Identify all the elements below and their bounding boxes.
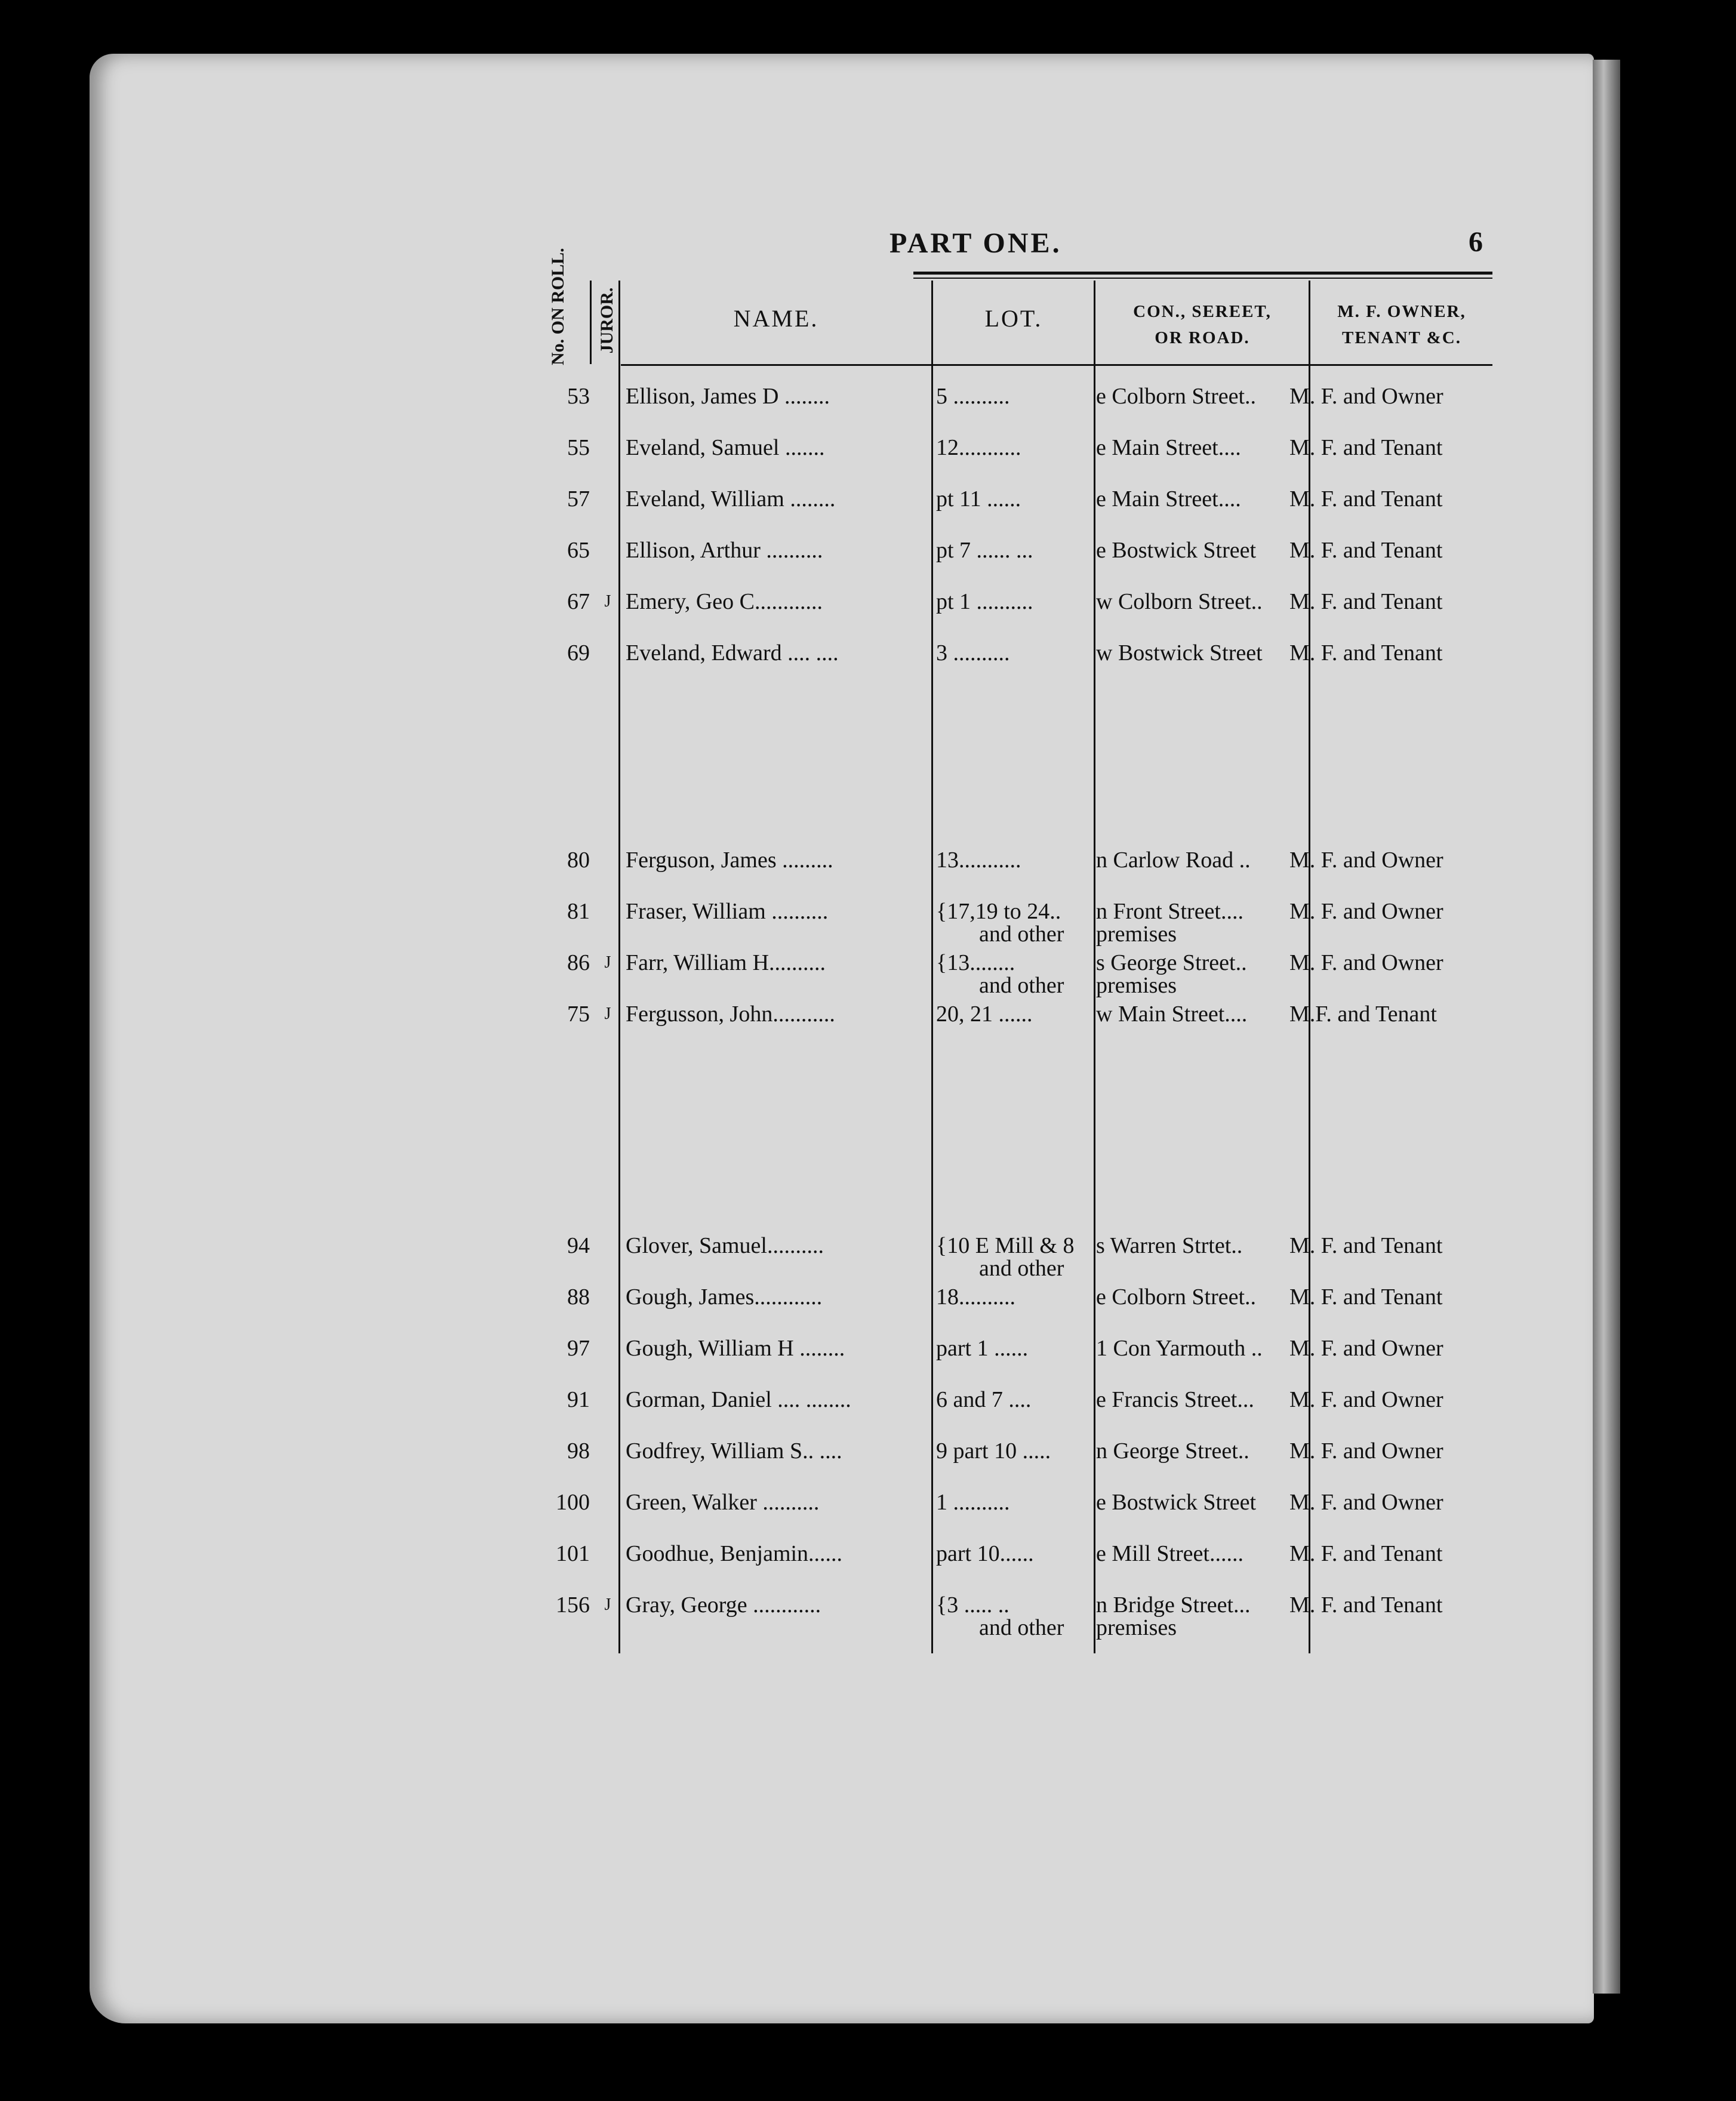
mf-owner-cell: M. F. and Owner xyxy=(1289,1438,1443,1464)
roll-number: 81 xyxy=(567,899,590,924)
con-street-cell: e Bostwick Street xyxy=(1096,538,1257,563)
name-cell: Eveland, Samuel ....... xyxy=(626,435,825,460)
name-cell: Gorman, Daniel .... ........ xyxy=(626,1387,851,1412)
con-street-cell: e Bostwick Street xyxy=(1096,1490,1257,1515)
roll-number: 86 xyxy=(567,950,590,975)
mf-owner-cell: M.F. and Tenant xyxy=(1289,1002,1437,1027)
con-street-cell: e Colborn Street.. xyxy=(1096,1284,1257,1310)
juror-mark: J xyxy=(604,592,611,611)
roll-number: 67 xyxy=(567,589,590,614)
roll-number: 88 xyxy=(567,1284,590,1310)
mf-owner-cell: M. F. and Tenant xyxy=(1289,589,1443,614)
con-street-cell: w Main Street.... xyxy=(1096,1002,1248,1027)
lot-cell: 18.......... xyxy=(936,1284,1015,1310)
lot-cell: {13........ xyxy=(936,950,1015,975)
con-street-cell: n George Street.. xyxy=(1096,1438,1249,1464)
table-row xyxy=(525,846,1492,894)
header-rule-thin xyxy=(913,278,1492,279)
roll-number: 65 xyxy=(567,538,590,563)
table-row xyxy=(525,897,1492,945)
mf-owner-cell: M. F. and Owner xyxy=(1289,950,1443,975)
table-row xyxy=(525,1539,1492,1587)
mf-owner-cell: M. F. and Owner xyxy=(1289,848,1443,873)
page-number: 6 xyxy=(1469,226,1483,258)
header-con: CON., SEREET, OR ROAD. xyxy=(1133,302,1272,347)
con-continuation: premises xyxy=(1096,922,1177,947)
con-continuation: premises xyxy=(1096,973,1177,998)
mf-owner-cell: M. F. and Tenant xyxy=(1289,1541,1443,1566)
roll-number: 94 xyxy=(567,1233,590,1258)
mf-owner-cell: M. F. and Tenant xyxy=(1289,486,1443,512)
name-cell: Gough, William H ........ xyxy=(626,1336,845,1361)
con-street-cell: e Mill Street...... xyxy=(1096,1541,1243,1566)
con-street-cell: w Colborn Street.. xyxy=(1096,589,1263,614)
header-name: NAME. xyxy=(733,305,819,332)
lot-continuation: and other xyxy=(979,973,1064,998)
mf-owner-cell: M. F. and Owner xyxy=(1289,899,1443,924)
mf-owner-cell: M. F. and Tenant xyxy=(1289,1284,1443,1310)
table-row xyxy=(525,639,1492,686)
column-divider xyxy=(590,281,592,364)
name-cell: Emery, Geo C............ xyxy=(626,589,823,614)
lot-continuation: and other xyxy=(979,1256,1064,1281)
roll-number: 55 xyxy=(567,435,590,460)
table-row xyxy=(525,1437,1492,1484)
header-no-on-roll: No. ON ROLL. xyxy=(548,248,568,365)
roll-number: 101 xyxy=(556,1541,590,1566)
table-row xyxy=(525,587,1492,635)
lot-continuation: and other xyxy=(979,1615,1064,1640)
header-mf: M. F. OWNER, TENANT &C. xyxy=(1337,302,1466,347)
lot-cell: 9 part 10 ..... xyxy=(936,1438,1051,1464)
con-street-cell: e Francis Street... xyxy=(1096,1387,1254,1412)
name-cell: Goodhue, Benjamin...... xyxy=(626,1541,843,1566)
con-street-cell: s George Street.. xyxy=(1096,950,1247,975)
mf-owner-cell: M. F. and Owner xyxy=(1289,1336,1443,1361)
roll-number: 156 xyxy=(556,1592,590,1618)
lot-cell: 12........... xyxy=(936,435,1021,460)
table-row xyxy=(525,485,1492,532)
page-edge xyxy=(1593,60,1620,1994)
table-row xyxy=(525,1000,1492,1048)
mf-owner-cell: M. F. and Owner xyxy=(1289,1490,1443,1515)
mf-owner-cell: M. F. and Owner xyxy=(1289,1387,1443,1412)
con-street-cell: e Main Street.... xyxy=(1096,486,1241,512)
mf-owner-cell: M. F. and Tenant xyxy=(1289,435,1443,460)
mf-owner-cell: M. F. and Tenant xyxy=(1289,538,1443,563)
running-head: PART ONE. xyxy=(889,227,1062,259)
roll-number: 97 xyxy=(567,1336,590,1361)
table-row xyxy=(525,1283,1492,1330)
lot-cell: 5 .......... xyxy=(936,384,1010,409)
name-cell: Green, Walker .......... xyxy=(626,1490,820,1515)
table-row xyxy=(525,1591,1492,1638)
name-cell: Godfrey, William S.. .... xyxy=(626,1438,842,1464)
con-street-cell: 1 Con Yarmouth .. xyxy=(1096,1336,1263,1361)
name-cell: Ellison, Arthur .......... xyxy=(626,538,823,563)
header-bottom-rule xyxy=(621,364,1492,366)
roll-number: 69 xyxy=(567,640,590,666)
table-row xyxy=(525,1231,1492,1279)
header-lot: LOT. xyxy=(984,305,1043,332)
header-juror: JUROR. xyxy=(597,287,617,354)
table-row xyxy=(525,536,1492,584)
roll-number: 91 xyxy=(567,1387,590,1412)
name-cell: Fraser, William .......... xyxy=(626,899,829,924)
roll-number: 75 xyxy=(567,1002,590,1027)
lot-cell: pt 7 ...... ... xyxy=(936,538,1033,563)
roll-number: 98 xyxy=(567,1438,590,1464)
table-row xyxy=(525,1488,1492,1536)
table-row xyxy=(525,382,1492,430)
lot-cell: {17,19 to 24.. xyxy=(936,899,1061,924)
roll-table xyxy=(525,248,1492,1653)
roll-number: 100 xyxy=(556,1490,590,1515)
table-row xyxy=(525,1385,1492,1433)
lot-cell: 3 .......... xyxy=(936,640,1010,666)
con-continuation: premises xyxy=(1096,1615,1177,1640)
con-street-cell: e Main Street.... xyxy=(1096,435,1241,460)
name-cell: Fergusson, John........... xyxy=(626,1002,835,1027)
con-street-cell: n Front Street.... xyxy=(1096,899,1243,924)
lot-cell: part 1 ...... xyxy=(936,1336,1029,1361)
name-cell: Eveland, William ........ xyxy=(626,486,836,512)
lot-continuation: and other xyxy=(979,922,1064,947)
table-row xyxy=(525,433,1492,481)
lot-cell: {10 E Mill & 8 xyxy=(936,1233,1075,1258)
lot-cell: pt 11 ...... xyxy=(936,486,1021,512)
con-street-cell: s Warren Strtet.. xyxy=(1096,1233,1243,1258)
lot-cell: pt 1 .......... xyxy=(936,589,1033,614)
lot-cell: 6 and 7 .... xyxy=(936,1387,1032,1412)
table-row xyxy=(525,948,1492,996)
lot-cell: 1 .......... xyxy=(936,1490,1010,1515)
lot-cell: {3 ..... .. xyxy=(936,1592,1009,1618)
juror-mark: J xyxy=(604,1005,611,1023)
con-street-cell: w Bostwick Street xyxy=(1096,640,1263,666)
lot-cell: 13........... xyxy=(936,848,1021,873)
name-cell: Gray, George ............ xyxy=(626,1592,821,1618)
mf-owner-cell: M. F. and Owner xyxy=(1289,384,1443,409)
table-row xyxy=(525,1334,1492,1382)
con-street-cell: n Bridge Street... xyxy=(1096,1592,1251,1618)
name-cell: Ellison, James D ........ xyxy=(626,384,830,409)
lot-cell: 20, 21 ...... xyxy=(936,1002,1033,1027)
juror-mark: J xyxy=(604,953,611,972)
con-street-cell: e Colborn Street.. xyxy=(1096,384,1257,409)
roll-number: 57 xyxy=(567,486,590,512)
name-cell: Eveland, Edward .... .... xyxy=(626,640,839,666)
mf-owner-cell: M. F. and Tenant xyxy=(1289,1233,1443,1258)
lot-cell: part 10...... xyxy=(936,1541,1034,1566)
mf-owner-cell: M. F. and Tenant xyxy=(1289,640,1443,666)
name-cell: Farr, William H.......... xyxy=(626,950,826,975)
header-rule xyxy=(913,272,1492,275)
roll-number: 53 xyxy=(567,384,590,409)
name-cell: Ferguson, James ......... xyxy=(626,848,833,873)
mf-owner-cell: M. F. and Tenant xyxy=(1289,1592,1443,1618)
name-cell: Gough, James............ xyxy=(626,1284,823,1310)
con-street-cell: n Carlow Road .. xyxy=(1096,848,1251,873)
name-cell: Glover, Samuel.......... xyxy=(626,1233,824,1258)
roll-number: 80 xyxy=(567,848,590,873)
juror-mark: J xyxy=(604,1595,611,1614)
